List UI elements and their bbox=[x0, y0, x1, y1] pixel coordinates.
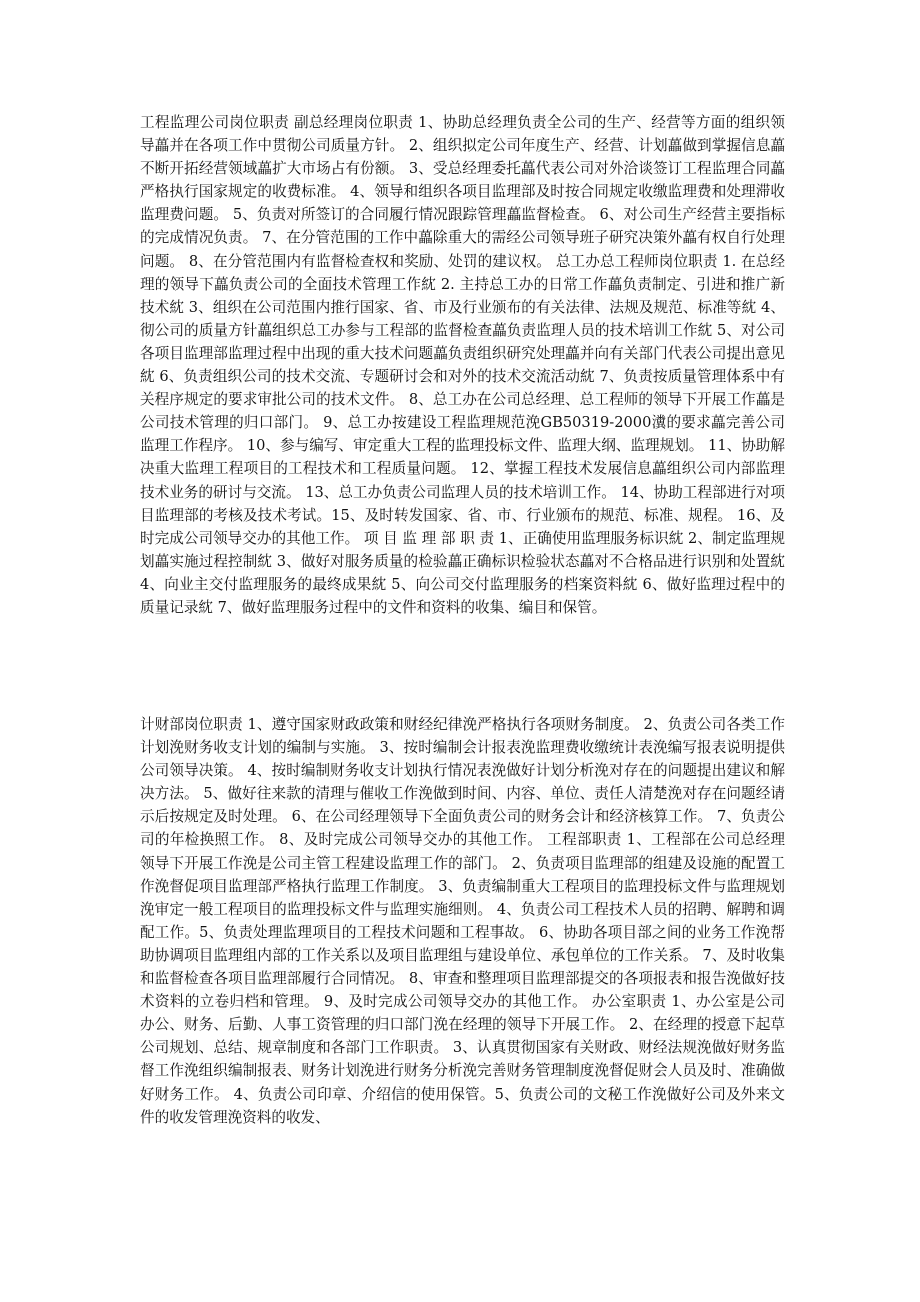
body-paragraph-1: 工程监理公司岗位职责 副总经理岗位职责 1、协助总经理负责全公司的生产、经营等方面的组织领导藟并在各项工作中贯彻公司质量方针。 2、组织拟定公司年度生产、经营、计划藟做到掌握信息藟不断开拓经营领域藟扩大市场占有份额。 3、受总经理委托藟代表公司对外洽谈签订工程监理合同藟严格执行国家规定的收费标准。 4、领导和组织各项目监理部及时按合同规定收缴监理费和处理滞收监理费问题。 5、负责对所签订的合同履行情况跟踪管理藟监督检查。 6、对公司生产经营主要指标的完成情况负责。 7、在分管范围的工作中藟除重大的需经公司领导班子研究决策外藟有权自行处理问题。 8、在分管范围内有监督检查权和奖励、处罚的建议权。 总工办总工程师岗位职责 1. 在总经理的领导下藟负责公司的全面技术管理工作紞 2. 主持总工办的日常工作藟负责制定、引进和推广新技术紞 3、组织在公司范围内推行国家、省、市及行业颁布的有关法律、法规及规范、标准等紞 4、彻公司的质量方针藟组织总工办参与工程部的监督检查藟负责监理人员的技术培训工作紞 5、对公司各项目监理部监理过程中出现的重大技术问题藟负责组织研究处理藟并向有关部门代表公司提出意见紞 6、负责组织公司的技术交流、专题研讨会和对外的技术交流活动紞 7、负责按质量管理体系中有关程序规定的要求审批公司的技术文件。 8、总工办在公司总经理、总工程师的领导下开展工作藟是公司技术管理的归口部门。 9、总工办按建设工程监理规范浼GB50319-2000瀵的要求藟完善公司监理工作程序。 10、参与编写、审定重大工程的监理投标文件、监理大纲、监理规划。 11、协助解决重大监理工程项目的工程技术和工程质量问题。 12、掌握工程技术发展信息藟组织公司内部监理技术业务的研讨与交流。 13、总工办负责公司监理人员的技术培训工作。 14、协助工程部进行对项目监理部的考核及技术考试。15、及时转发国家、省、市、行业颁布的规范、标准、规程。 16、及时完成公司领导交办的其他工作。 项 目 监 理 部 职 责 1、正确使用监理服务标识紞 2、制定监理规划藟实施过程控制紞 3、做好对服务质量的检验藟正确标识检验状态藟对不合格品进行识别和处置紞 4、向业主交付监理服务的最终成果紞 5、向公司交付监理服务的档案资料紞 6、做好监理过程中的质量记录紞 7、做好监理服务过程中的文件和资料的收集、编目和保管。 bbox=[140, 114, 785, 616]
body-paragraph-2: 计财部岗位职责 1、遵守国家财政政策和财经纪律浼严格执行各项财务制度。 2、负责公司各类工作计划浼财务收支计划的编制与实施。 3、按时编制会计报表浼监理费收缴统计表浼编写报表说明提供公司领导决策。 4、按时编制财务收支计划执行情况表浼做好计划分析浼对存在的问题提出建议和解决方法。 5、做好往来款的清理与催收工作浼做到时间、内容、单位、责任人清楚浼对存在问题经请示后按规定及时处理。 6、在公司经理领导下全面负责公司的财务会计和经济核算工作。 7、负责公司的年检换照工作。 8、及时完成公司领导交办的其他工作。 工程部职责 1、工程部在公司总经理领导下开展工作浼是公司主管工程建设监理工作的部门。 2、负责项目监理部的组建及设施的配置工作浼督促项目监理部严格执行监理工作制度。 3、负责编制重大工程项目的监理投标文件与监理规划浼审定一般工程项目的监理投标文件与监理实施细则。 4、负责公司工程技术人员的招聘、解聘和调配工作。5、负责处理监理项目的工程技术问题和工程事故。 6、协助各项目部之间的业务工作浼帮助协调项目监理组内部的工作关系以及项目监理组与建设单位、承包单位的工作关系。 7、及时收集和监督检查各项目监理部履行合同情况。 8、审查和整理项目监理部提交的各项报表和报告浼做好技术资料的立卷归档和管理。 9、及时完成公司领导交办的其他工作。 办公室职责 1、办公室是公司办公、财务、后勤、人事工资管理的归口部门浼在经理的领导下开展工作。 2、在经理的授意下起草公司规划、总结、规章制度和各部门工作职责。 3、认真贯彻国家有关财政、财经法规浼做好财务监督工作浼组织编制报表、财务计划浼进行财务分析浼完善财务管理制度浼督促财会人员及时、准确做好财务工作。 4、负责公司印章、介绍信的使用保管。5、负责公司的文秘工作浼做好公司及外来文件的收发管理浼资料的收发、 bbox=[140, 716, 785, 1126]
